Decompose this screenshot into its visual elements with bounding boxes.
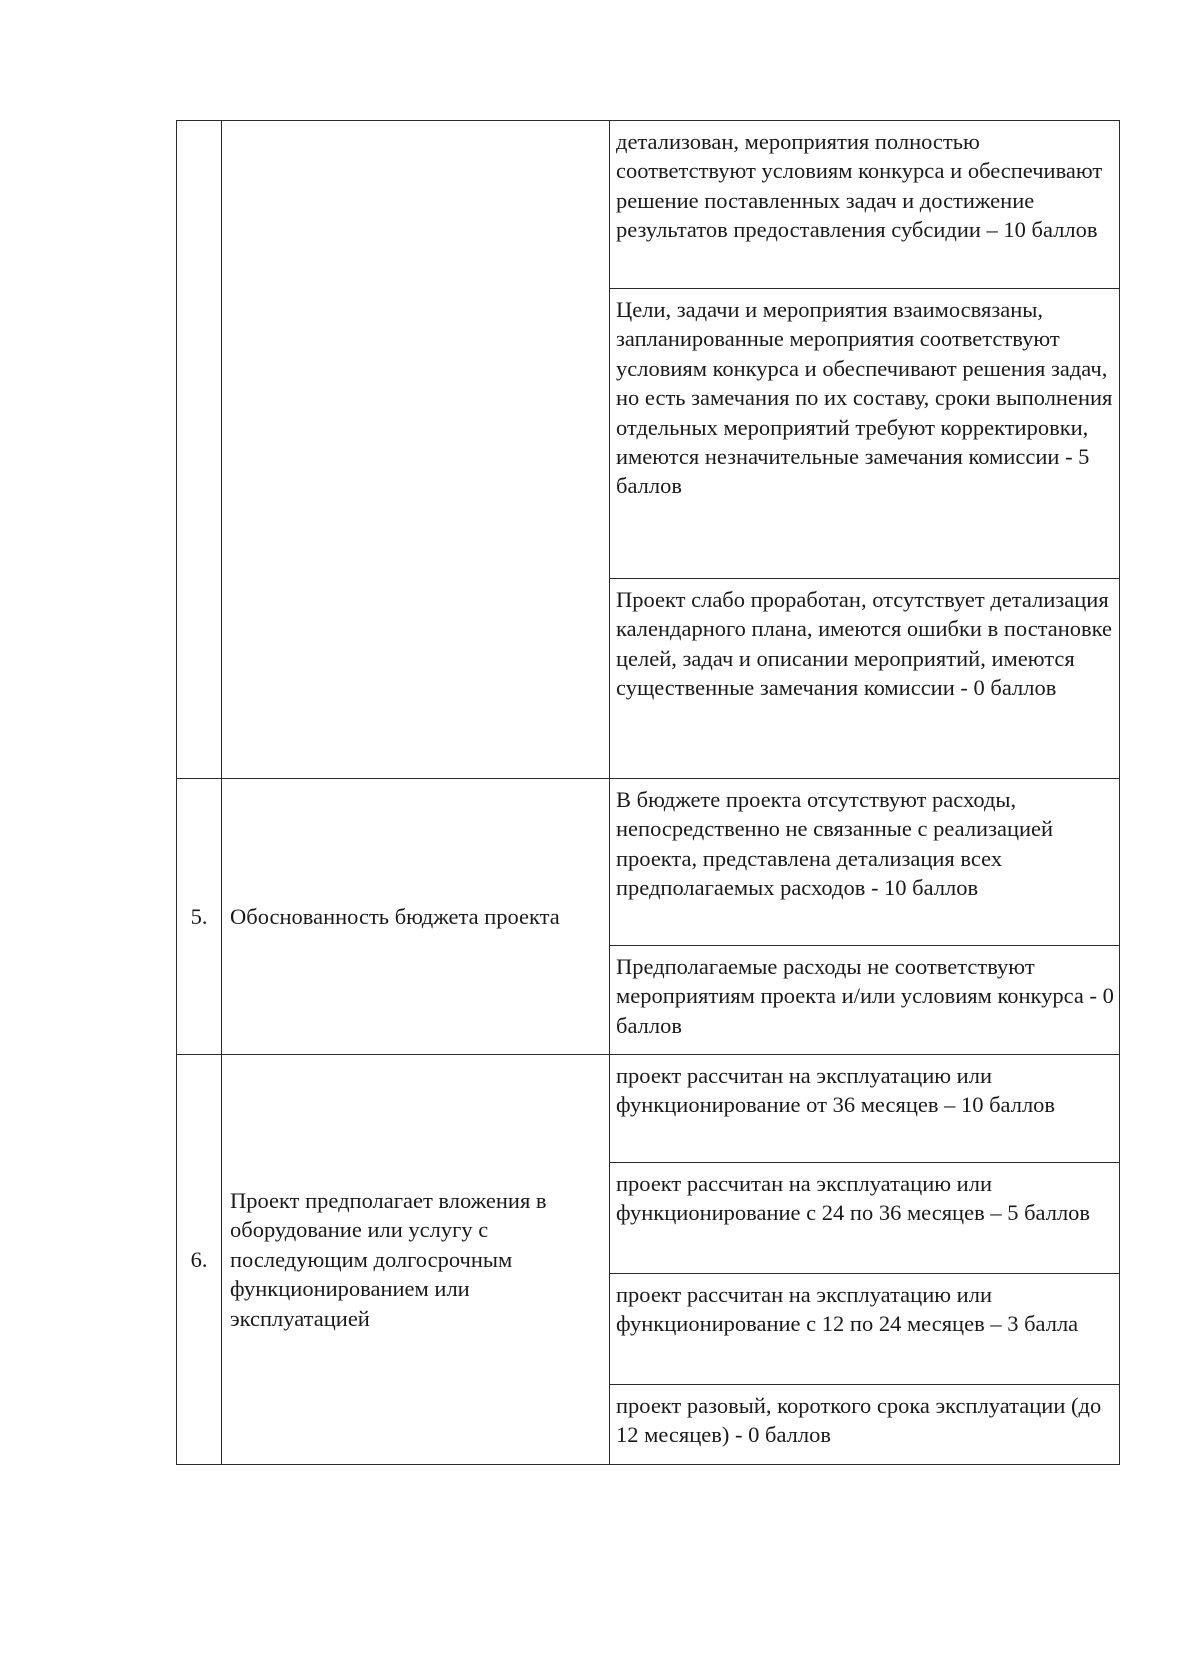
row-number-cell bbox=[177, 121, 222, 779]
score-cell: проект рассчитан на эксплуатацию или функционирование от 36 месяцев – 10 баллов bbox=[610, 1055, 1120, 1163]
score-cell: Предполагаемые расходы не соответствуют мероприятиям проекта и/или условиям конкурса - 0 баллов bbox=[610, 946, 1120, 1055]
criterion-cell bbox=[222, 121, 610, 779]
score-cell: Цели, задачи и мероприятия взаимосвязаны, запланированные мероприятия соответствуют условиям конкурса и обеспечивают решения задач, но есть замечания по их составу, сроки выполнения отдельных мероприятий требуют корректировки, имеются незначительные замечания комиссии - 5 баллов bbox=[610, 289, 1120, 579]
score-cell: проект разовый, короткого срока эксплуатации (до 12 месяцев) - 0 баллов bbox=[610, 1385, 1120, 1465]
score-cell: проект рассчитан на эксплуатацию или функционирование с 24 по 36 месяцев – 5 баллов bbox=[610, 1163, 1120, 1274]
score-cell: Проект слабо проработан, отсутствует детализация календарного плана, имеются ошибки в постановке целей, задач и описании мероприятий, имеются существенные замечания комиссии - 0 баллов bbox=[610, 579, 1120, 779]
criterion-cell: Обоснованность бюджета проекта bbox=[222, 779, 610, 1055]
table-row bbox=[177, 121, 1120, 289]
table-row bbox=[177, 779, 1120, 946]
row-number-cell: 5. bbox=[177, 779, 222, 1055]
criteria-table bbox=[176, 120, 1120, 1465]
row-number-cell: 6. bbox=[177, 1055, 222, 1465]
score-cell: детализован, мероприятия полностью соответствуют условиям конкурса и обеспечивают решение поставленных задач и достижение результатов предоставления субсидии – 10 баллов bbox=[610, 121, 1120, 289]
criterion-cell: Проект предполагает вложения в оборудование или услугу с последующим долгосрочным функционированием или эксплуатацией bbox=[222, 1055, 610, 1465]
table-row bbox=[177, 1055, 1120, 1163]
score-cell: В бюджете проекта отсутствуют расходы, непосредственно не связанные с реализацией проекта, представлена детализация всех предполагаемых расходов - 10 баллов bbox=[610, 779, 1120, 946]
score-cell: проект рассчитан на эксплуатацию или функционирование с 12 по 24 месяцев – 3 балла bbox=[610, 1274, 1120, 1385]
